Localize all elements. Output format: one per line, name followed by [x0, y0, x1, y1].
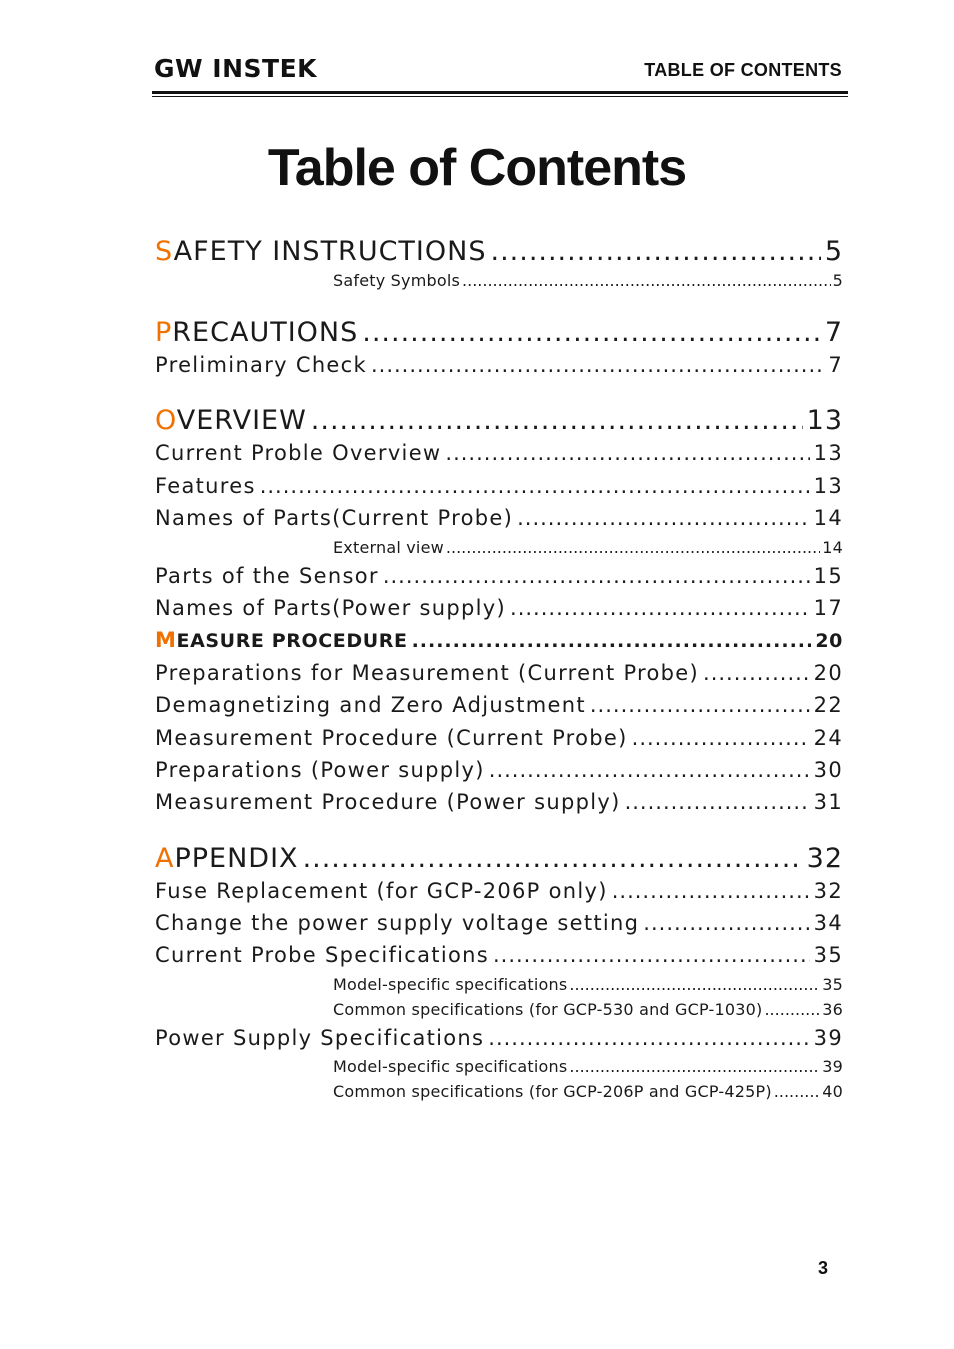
toc-subentry[interactable]: Common specifications (for GCP-530 and GCP-1030) ..... 36 — [155, 997, 843, 1022]
page-header — [152, 54, 848, 98]
chapter-page: 32 — [806, 842, 843, 874]
chapter-title: PPENDIX — [174, 842, 299, 874]
dot-leader — [569, 972, 820, 997]
chapter-initial: P — [155, 317, 173, 348]
dot-leader — [462, 268, 831, 293]
toc-section-measure-procedure[interactable]: MEASURE PROCEDURE ..... 20 — [155, 624, 843, 656]
section-title: EASURE PROCEDURE — [176, 630, 408, 653]
dot-leader — [632, 722, 810, 754]
toc-entry[interactable]: Power Supply Specifications ..... 39 — [155, 1022, 843, 1054]
dot-leader — [517, 502, 810, 534]
dot-leader — [260, 470, 810, 502]
toc-entry[interactable]: Preliminary Check ..... 7 — [155, 349, 843, 381]
dot-leader — [703, 657, 810, 689]
dot-leader — [489, 754, 810, 786]
dot-leader — [490, 236, 820, 268]
running-header-title: TABLE OF CONTENTS — [644, 60, 842, 80]
toc-entry[interactable]: Names of Parts(Power supply) ..... 17 — [155, 592, 843, 624]
page-title: Table of Contents — [267, 139, 687, 197]
toc-chapter-safety[interactable] — [155, 236, 843, 268]
dot-leader — [362, 317, 821, 349]
toc-entry[interactable]: Current Proble Overview ..... 13 — [155, 437, 843, 469]
toc-entry[interactable]: Preparations (Power supply) ..... 30 — [155, 754, 843, 786]
dot-leader — [488, 1022, 809, 1054]
dot-leader — [569, 1054, 820, 1079]
toc-entry[interactable]: Change the power supply voltage setting ..... 34 — [155, 907, 843, 939]
brand-logo: GW INSTEK — [154, 54, 318, 83]
toc-chapter-overview[interactable] — [155, 405, 843, 437]
dot-leader — [612, 875, 810, 907]
dot-leader — [590, 689, 810, 721]
toc-chapter-appendix[interactable] — [155, 843, 843, 875]
dot-leader — [774, 1079, 820, 1104]
dot-leader — [445, 437, 809, 469]
dot-leader — [383, 560, 810, 592]
dot-leader — [446, 535, 820, 560]
header-rule-thick — [152, 91, 848, 94]
section-initial: M — [155, 628, 177, 653]
table-of-contents — [155, 226, 843, 1104]
dot-leader — [493, 939, 810, 971]
toc-entry[interactable]: Parts of the Sensor ..... 15 — [155, 560, 843, 592]
toc-entry[interactable]: Measurement Procedure (Power supply) ..... 31 — [155, 786, 843, 818]
chapter-page: 13 — [806, 405, 843, 437]
toc-entry[interactable]: Demagnetizing and Zero Adjustment ..... 22 — [155, 689, 843, 721]
toc-subentry[interactable]: External view ..... 14 — [155, 535, 843, 560]
toc-entry[interactable]: Fuse Replacement (for GCP-206P only) ..... 32 — [155, 875, 843, 907]
toc-subentry[interactable]: Safety Symbols ..... 5 — [155, 268, 843, 293]
dot-leader — [371, 349, 824, 381]
toc-subentry[interactable]: Model-specific specifications ..... 35 — [155, 972, 843, 997]
dot-leader — [510, 592, 810, 624]
chapter-title: VERVIEW — [176, 405, 307, 437]
toc-entry[interactable]: Features ..... 13 — [155, 470, 843, 502]
toc-entry[interactable]: Names of Parts(Current Probe) ..... 14 — [155, 502, 843, 534]
dot-leader — [643, 907, 809, 939]
chapter-page: 7 — [824, 317, 843, 348]
toc-subentry[interactable]: Model-specific specifications ..... 39 — [155, 1054, 843, 1079]
toc-subentry[interactable]: Common specifications (for GCP-206P and GCP-425P) ..... 40 — [155, 1079, 843, 1104]
chapter-initial: A — [155, 842, 175, 874]
dot-leader — [303, 843, 803, 875]
dot-leader — [412, 625, 812, 657]
toc-entry[interactable]: Current Probe Specifications ..... 35 — [155, 939, 843, 971]
dot-leader — [764, 997, 820, 1022]
chapter-title: AFETY INSTRUCTIONS — [173, 236, 487, 267]
chapter-initial: S — [155, 236, 174, 267]
dot-leader — [625, 786, 810, 818]
toc-entry[interactable]: Preparations for Measurement (Current Probe) ..... 20 — [155, 657, 843, 689]
toc-entry[interactable]: Measurement Procedure (Current Probe) ..... 24 — [155, 722, 843, 754]
header-rule-thin — [152, 96, 848, 97]
toc-chapter-precautions[interactable] — [155, 317, 843, 349]
page-number: 3 — [818, 1258, 829, 1278]
chapter-initial: O — [155, 405, 177, 437]
chapter-page: 5 — [824, 236, 843, 267]
dot-leader — [311, 405, 803, 437]
chapter-title: RECAUTIONS — [172, 317, 359, 348]
